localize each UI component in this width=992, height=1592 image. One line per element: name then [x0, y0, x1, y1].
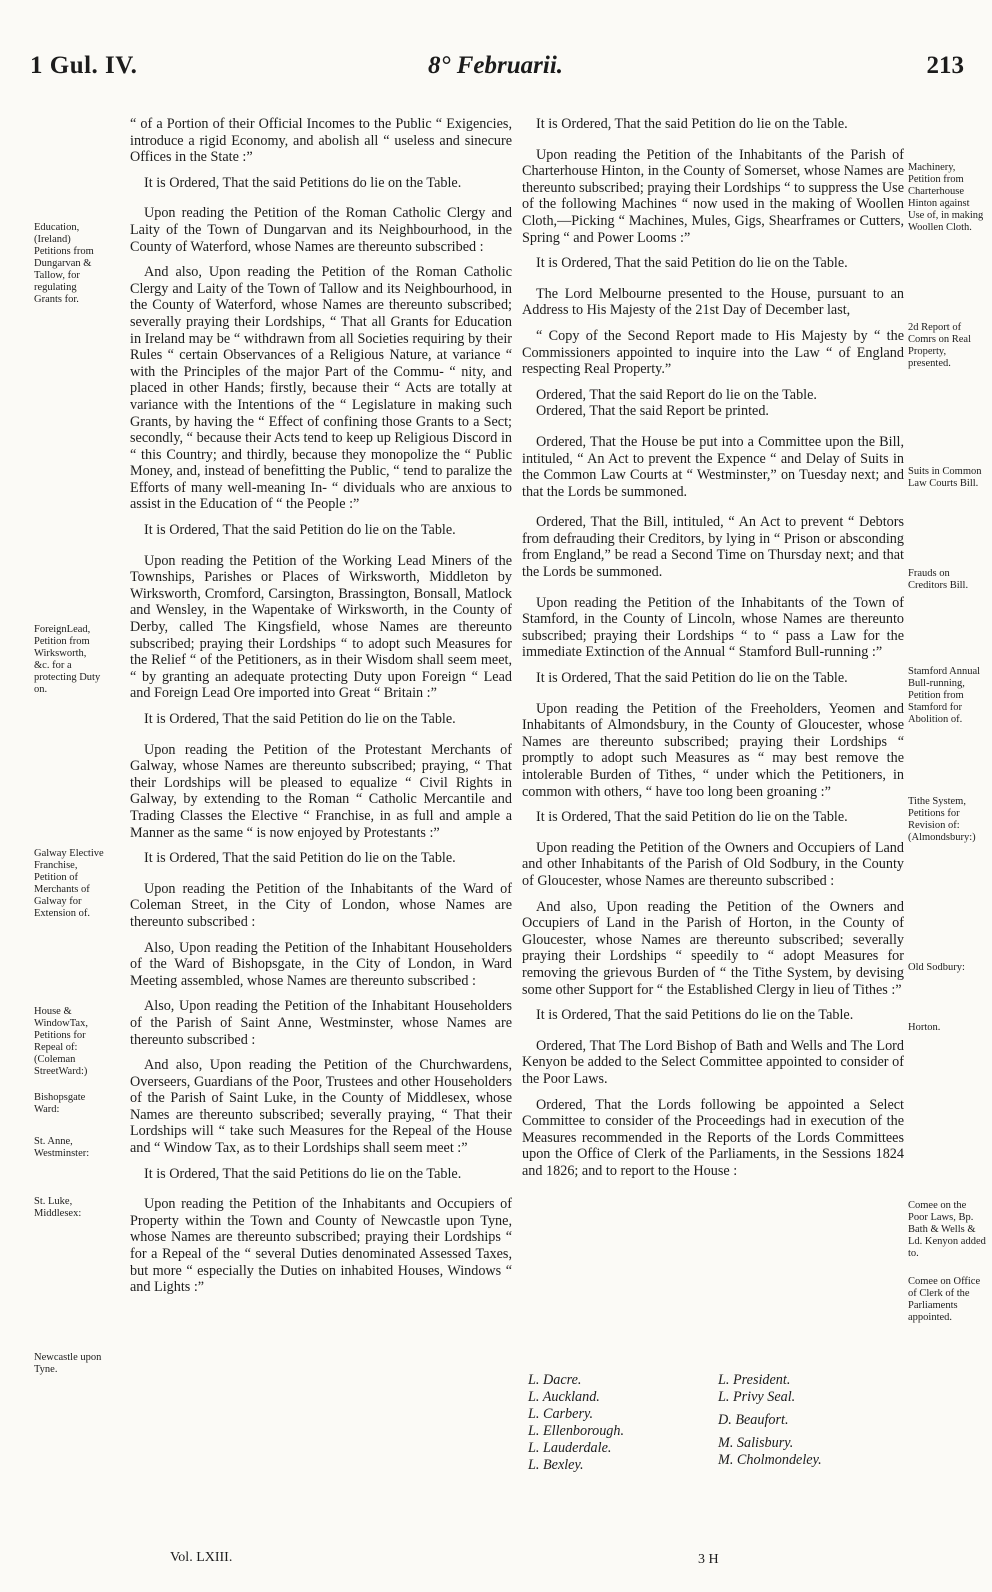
signature-mark: 3 H [698, 1552, 719, 1567]
paragraph: Upon reading the Petition of the Inhabitants of the Parish of Charterhouse Hinton, in the County of Somerset, whose Names are thereunto subscribed; praying their Lordships “ to suppress the Use of the following Machines “ now used in the making of Woollen Cloth,—Picking “ Machines, Mules, Gigs, Shearframes or Cutters, Spring “ and Power Looms :” [522, 146, 904, 246]
order-paragraph: Ordered, That the said Report be printed. [536, 403, 769, 420]
order-paragraph: It is Ordered, That the said Petitions do lie on the Table. [144, 1165, 462, 1182]
paragraph: Upon reading the Petition of the Inhabitants of the Ward of Coleman Street, in the City of London, whose Names are thereunto subscribed : [130, 880, 512, 930]
paragraph: Ordered, That the said Report do lie on the Table. [536, 386, 817, 403]
lord-name: M. Cholmondeley. [718, 1452, 822, 1468]
paragraph: Also, Upon reading the Petition of the Inhabitant Householders of the Ward of Bishopsgate, in the City of London, in Ward Meeting assembled, whose Names are thereunto subscribed : [130, 939, 512, 989]
margin-note: Tithe System, Petitions for Revision of: (Almondsbury:) [908, 796, 976, 843]
order-paragraph: It is Ordered, That the said Petition do lie on the Table. [536, 255, 848, 272]
paragraph: Ordered, That the House be put into a Committee upon the Bill, intituled, “ An Act to prevent the Expence “ and Delay of Suits in the Common Law Courts at “ Westminster,” on Tuesday next; and that the Lords be summoned. [522, 433, 904, 500]
margin-note: Bishopsgate Ward: [34, 1092, 86, 1115]
order-paragraph: It is Ordered, That the said Petition do lie on the Table. [144, 522, 456, 539]
lord-name: L. Lauderdale. [528, 1440, 612, 1456]
margin-note: ForeignLead, Petition from Wirksworth, &c. for a protecting Duty on. [34, 624, 101, 695]
paragraph: Upon reading the Petition of the Roman Catholic Clergy and Laity of the Town of Dungarvan and its Neighbourhood, in the County of Waterford, whose Names are thereunto subscribed : [130, 205, 512, 255]
margin-note: 2d Report of Comrs on Real Property, presented. [908, 322, 971, 369]
order-paragraph: It is Ordered, That the said Petition do lie on the Table. [536, 116, 848, 132]
order-paragraph: It is Ordered, That the said Petition do lie on the Table. [536, 809, 848, 826]
lord-name: L. President. [718, 1372, 791, 1388]
lords-list-column-2 [718, 1372, 898, 1469]
paragraph: Ordered, That the Bill, intituled, “ An Act to prevent “ Debtors from defrauding their Creditors, by lying in “ Prison or absconding from England,” be read a Second Time on Thursday next; and that the Lords be summoned. [522, 514, 904, 581]
lord-name: L. Auckland. [528, 1389, 600, 1405]
margin-note: Galway Elective Franchise, Petition of Merchants of Galway for Extension of. [34, 848, 104, 919]
margin-note: Comee on the Poor Laws, Bp. Bath & Wells & Ld. Kenyon added to. [908, 1200, 986, 1259]
page-date: 8° Februarii. [428, 52, 564, 79]
lord-name: L. Bexley. [528, 1457, 584, 1473]
lord-name: D. Beaufort. [718, 1412, 789, 1428]
regnal-year: 1 Gul. IV. [30, 52, 138, 79]
lord-name: L. Privy Seal. [718, 1389, 796, 1405]
right-column [522, 116, 904, 1188]
margin-note: Suits in Common Law Courts Bill. [908, 466, 982, 489]
paragraph: Ordered, That the Lords following be appointed a Select Committee to consider of the Proceedings had in execution of the Measures recommended in the Reports of the Lords Committees upon the Office of Clerk of the Parliaments, in the Sessions 1824 and 1826; and to report to the House : [522, 1096, 904, 1179]
paragraph: And also, Upon reading the Petition of the Owners and Occupiers of Land in the Parish of Horton, in the County of Gloucester, whose Names are thereunto subscribed; severally praying their Lordships “ speedily to “ adopt Measures for removing the grievous Burden of “ the Tithe System, by devising some other Support for “ the Established Clergy in lieu of Tithes :” [522, 898, 904, 998]
margin-note: Stamford Annual Bull-running, Petition from Stamford for Abolition of. [908, 666, 981, 725]
paragraph: Upon reading the Petition of the Working Lead Miners of the Townships, Parishes or Places of Wirksworth, Middleton by Wirksworth, Cromford, Carsington, Brassington, Bonsall, Matlock and Wensley, in the Wapentake of Wirksworth, in the County of Derby, called The Kingsfield, whose Names are thereunto subscribed; praying their Lordships “ to adopt such Measures for the Relief “ of the Petitioners, as in their Wisdom shall seem meet, “ by granting an adequate protecting Duty upon Foreign “ Lead and Foreign Lead Ore imported into Great “ Britain :” [130, 552, 512, 702]
order-paragraph: It is Ordered, That the said Petition do lie on the Table. [144, 850, 456, 867]
volume-number: Vol. LXIII. [170, 1550, 233, 1565]
margin-note: St. Anne, Westminster: [34, 1136, 90, 1159]
page-number: 213 [926, 52, 964, 79]
paragraph: Also, Upon reading the Petition of the Inhabitant Householders of the Parish of Saint Anne, Westminster, whose Names are thereunto subscribed : [130, 998, 512, 1048]
paragraph: Upon reading the Petition of the Protestant Merchants of Galway, whose Names are thereunto subscribed; praying, “ That their Lordships will be pleased to equalize “ Civil Rights in Galway, by extending to the Roman “ Catholic Mercantile and Trading Classes the Elective “ Franchise, in as full and ample a Manner as the same “ is now enjoyed by Protestants :” [130, 741, 512, 841]
paragraph: Upon reading the Petition of the Inhabitants and Occupiers of Property within the Town and County of Newcastle upon Tyne, whose Names are thereunto subscribed; praying their Lordships “ for a Repeal of the “ several Duties denominated Assessed Taxes, but more “ especially the Duties on inhabited Houses, Windows “ and Lights :” [130, 1196, 512, 1296]
margin-note: Education, (Ireland) Petitions from Dungarvan & Tallow, for regulating Grants for. [34, 222, 94, 305]
paragraph: “ of a Portion of their Official Incomes to the Public “ Exigencies, introduce a rigid Economy, and abolish all “ useless and sinecure Offices in the State :” [130, 116, 512, 166]
margin-note: House & WindowTax, Petitions for Repeal of: (Coleman StreetWard:) [34, 1006, 88, 1077]
margin-note: Horton. [908, 1022, 941, 1033]
margin-note: Newcastle upon Tyne. [34, 1352, 102, 1375]
order-paragraph: It is Ordered, That the said Petition do lie on the Table. [144, 711, 456, 727]
margin-note: St. Luke, Middlesex: [34, 1196, 82, 1219]
paragraph: Upon reading the Petition of the Inhabitants of the Town of Stamford, in the County of Lincoln, whose Names are thereunto subscribed; praying their Lordships “ to “ pass a Law for the immediate Extinction of the Annual “ Stamford Bull-running :” [522, 594, 904, 661]
paragraph: “ Copy of the Second Report made to His Majesty by “ the Commissioners appointed to inquire into the Law “ of England respecting Real Property.” [522, 327, 904, 378]
lord-name: L. Carbery. [528, 1406, 594, 1422]
margin-note: Machinery, Petition from Charterhouse Hinton against Use of, in making Woollen Cloth. [908, 162, 984, 233]
lord-name: M. Salisbury. [718, 1435, 794, 1451]
paragraph: Ordered, That The Lord Bishop of Bath and Wells and The Lord Kenyon be added to the Select Committee appointed to consider of the Poor Laws. [522, 1037, 904, 1087]
lord-name: L. Ellenborough. [528, 1423, 625, 1439]
margin-note: Frauds on Creditors Bill. [908, 568, 969, 591]
paragraph: And also, Upon reading the Petition of the Roman Catholic Clergy and Laity of the Town of Tallow and its Neighbourhood, in the County of Waterford, whose Names are thereunto subscribed; severally praying their Lordships, “ That all Grants for Education in Ireland may be “ withdrawn from all Societies requiring by their Rules “ certain Observances of a Religious Nature, at variance “ with the Principles of the major Part of the Commu- “ nity, and placed in other Hands; firstly, because their “ Acts are totally at variance with the Intentions of the “ Legislature in making such Grants, by having the “ Effect of confining those Grants to a Sect; secondly, “ because their Acts tend to keep up Religious Discord in “ this Country; and thirdly, because they monopolize the “ Public Money, and, instead of benefitting the Public, “ tend to paralize the Efforts of many well-meaning In- “ dividuals who are anxious to assist in the Education of “ the People :” [130, 264, 512, 513]
paragraph: The Lord Melbourne presented to the House, pursuant to an Address to His Majesty of the 21st Day of December last, [522, 285, 904, 319]
margin-note: Comee on Office of Clerk of the Parliaments appointed. [908, 1276, 981, 1323]
left-column [130, 116, 512, 1305]
lord-name: L. Dacre. [528, 1372, 582, 1388]
lords-list-column-1 [528, 1372, 708, 1474]
paragraph: And also, Upon reading the Petition of the Churchwardens, Overseers, Guardians of the Poor, Trustees and other Householders of the Parish of Saint Luke, in the County of Middlesex, whose Names are thereunto subscribed; severally praying, “ That their Lordships will “ take such Measures for the Repeal of the House and “ Window Tax, as to their Lordships shall seem meet :” [130, 1057, 512, 1157]
order-paragraph: It is Ordered, That the said Petitions do lie on the Table. [536, 1007, 854, 1024]
order-paragraph: It is Ordered, That the said Petition do lie on the Table. [536, 670, 848, 687]
paragraph: Upon reading the Petition of the Owners and Occupiers of Land and other Inhabitants of the Parish of Old Sodbury, in the County of Gloucester, whose Names are thereunto subscribed : [522, 839, 904, 889]
paragraph: Upon reading the Petition of the Freeholders, Yeomen and Inhabitants of Almondsbury, in the County of Gloucester, whose Names are thereunto subscribed; praying their Lordships “ promptly to adopt such Measures as “ may best remove the intolerable Burden of Tithes, “ under which the Petitioners, in common with others, “ have too long been groaning :” [522, 700, 904, 800]
page-header [0, 52, 992, 92]
margin-note: Old Sodbury: [908, 962, 965, 973]
order-paragraph: It is Ordered, That the said Petitions do lie on the Table. [144, 174, 462, 191]
